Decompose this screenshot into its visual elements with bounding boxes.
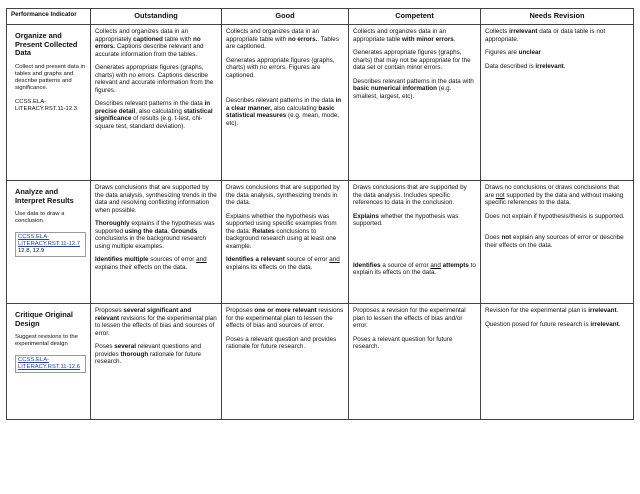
header-needs-revision: Needs Revision bbox=[481, 9, 634, 25]
rubric-page bbox=[6, 8, 633, 420]
needs-revision-cell: Revision for the experimental plan is irrelevant. Question posed for future research is irrelevant. bbox=[481, 304, 634, 420]
good-cell: Proposes one or more relevant revisions for the experimental plan to lessen the effects of bias and sources of error. Poses a relevant question and provides rationale for future research. bbox=[222, 304, 349, 420]
standard-link[interactable]: CCSS.ELA-LITERACY.RST.11-12.6 bbox=[18, 357, 80, 370]
rubric-table bbox=[6, 8, 634, 420]
row-analyze-results bbox=[7, 181, 634, 304]
indicator-title: Analyze and Interpret Results bbox=[15, 187, 74, 205]
outstanding-cell: Proposes several significant and relevant revisions for the experimental plan to lessen the effects of bias and sources of error. Poses several relevant questions and provides thorough rationale for future research. bbox=[91, 304, 222, 420]
outstanding-cell: Draws conclusions that are supported by the data analysis, synthesizing trends in the data and resolving conflicting information when possible. Thoroughly explains if the hypothesis was supported using the data. Grounds conclusions in the background research using multiple examples. Identifies multiple sources of error and explains their effects on the data. bbox=[91, 181, 222, 304]
indicator-title: Organize and Present Collected Data bbox=[15, 31, 78, 57]
indicator-description: Suggest revisions to the experimental design bbox=[15, 334, 78, 347]
indicator-description: Collect and present data in tables and graphs and describe patterns and significance. bbox=[15, 63, 86, 91]
indicator-description: Use data to draw a conclusion. bbox=[15, 211, 65, 224]
standard-link[interactable]: CCSS.ELA-LITERACY.RST.11-12.7 bbox=[18, 234, 80, 247]
indicator-cell bbox=[7, 25, 91, 181]
standard-box bbox=[15, 355, 86, 373]
row-critique-design bbox=[7, 304, 634, 420]
competent-cell: Draws conclusions that are supported by the data analysis. Includes specific references to data in the conclusion. Explains whether the hypothesis was supported. Identifies a source of error and attempts to explain its effects on the data. bbox=[349, 181, 481, 304]
header-good: Good bbox=[222, 9, 349, 25]
indicator-cell bbox=[7, 181, 91, 304]
needs-revision-cell: Draws no conclusions or draws conclusions that are not supported by the data and without making specific references to the data. Does not explain if hypothesis/thesis is supported. Does not explain any sources of error or describe their effects on the data. bbox=[481, 181, 634, 304]
indicator-title: Critique Original Design bbox=[15, 310, 73, 328]
indicator-standard: CCSS.ELA-LITERACY.RST.11-12.3 bbox=[15, 98, 77, 112]
header-performance-indicator: Performance Indicator bbox=[7, 9, 91, 25]
outstanding-cell: Collects and organizes data in an appropriately captioned table with no errors. Captions describe relevant and accurate information from the tables. Generates appropriate figures (graphs, charts) with no errors. Captions describe relevant and accurate information from the figures. Describes relevant patterns in the data in precise detail, also calculating statistical significance of results (e.g. t-test, chi-square test, standard deviation). bbox=[91, 25, 222, 181]
row-organize-data bbox=[7, 25, 634, 181]
indicator-cell bbox=[7, 304, 91, 420]
competent-cell: Collects and organizes data in an appropriate table with minor errors. Generates appropriate figures (graphs, charts) that may not be appropriate for the data set or contain minor errors. Describes relevant patterns in the data with basic numerical information (e.g. smallest, largest, etc). bbox=[349, 25, 481, 181]
good-cell: Draws conclusions that are supported by the data analysis, synthesizing trends in the data. Explains whether the hypothesis was supported using specific examples from the data. Relates conclusions to background research using at least one example. Identifies a relevant source of error and explains its effects on the data. bbox=[222, 181, 349, 304]
standard-box: CCSS.ELA-LITERACY.RST.11-12.7 12.8, 12.9 bbox=[15, 232, 86, 257]
competent-cell: Proposes a revision for the experimental plan to lessen the effects of bias and/or error. Poses a relevant question for future research. bbox=[349, 304, 481, 420]
needs-revision-cell: Collects irrelevant data or data table is not appropriate. Figures are unclear Data described is irrelevant. bbox=[481, 25, 634, 181]
good-cell: Collects and organizes data in an appropriate table with no errors.. Tables are captioned. Generates appropriate figures (graphs, charts) with no errors. Figures are captioned. Describes relevant patterns in the data in a clear manner, also calculating basic statistical measures (e.g. mean, mode, etc). bbox=[222, 25, 349, 181]
header-row bbox=[7, 9, 634, 25]
header-outstanding: Outstanding bbox=[91, 9, 222, 25]
header-competent: Competent bbox=[349, 9, 481, 25]
